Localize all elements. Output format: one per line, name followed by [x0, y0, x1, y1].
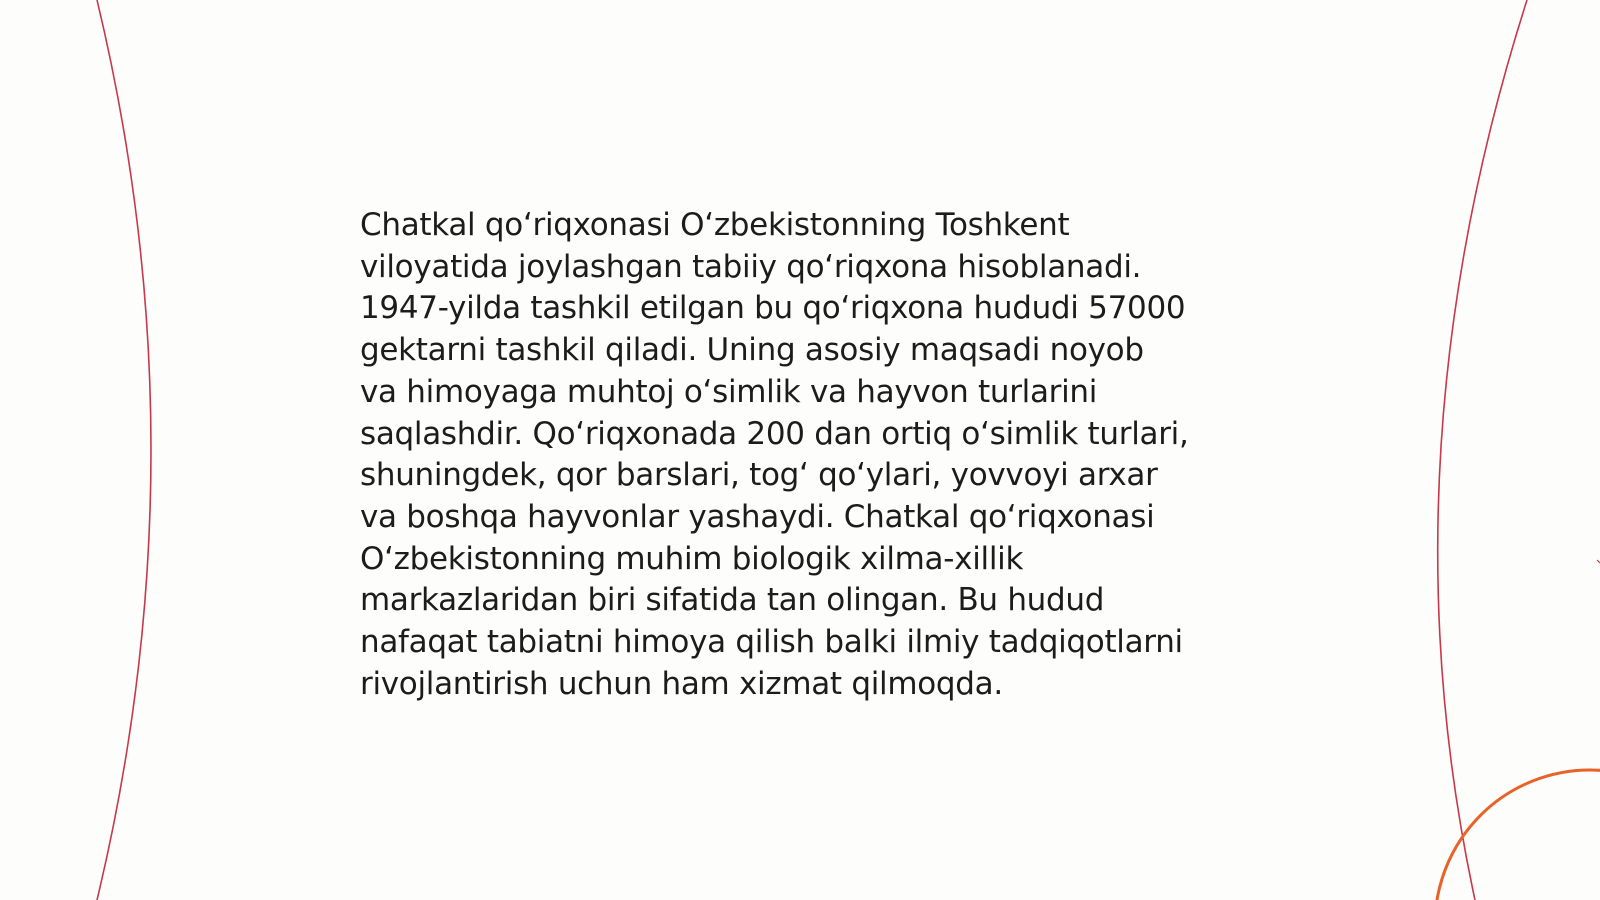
left-arc-decoration	[97, 0, 151, 900]
right-arc-decoration	[1438, 0, 1527, 900]
orange-circle-decoration	[1435, 770, 1600, 900]
body-paragraph: Chatkal qoʻriqxonasi Oʻzbekistonning Toshkent viloyatida joylashgan tabiiy qoʻriqxona hisoblanadi. 1947-yilda tashkil etilgan bu qoʻriqxona hududi 57000 gektarni tashkil qiladi. Uning asosiy maqsadi noyob va himoyaga muhtoj oʻsimlik va hayvon turlarini saqlashdir. Qoʻriqxonada 200 dan ortiq oʻsimlik turlari, shuningdek, qor barslari, togʻ qoʻylari, yovvoyi arxar va boshqa hayvonlar yashaydi. Chatkal qoʻriqxonasi Oʻzbekistonning muhim biologik xilma-xillik markazlaridan biri sifatida tan olingan. Bu hudud nafaqat tabiatni himoya qilish balki ilmiy tadqiqotlarni rivojlantirish uchun ham xizmat qilmoqda.	[360, 207, 1189, 702]
